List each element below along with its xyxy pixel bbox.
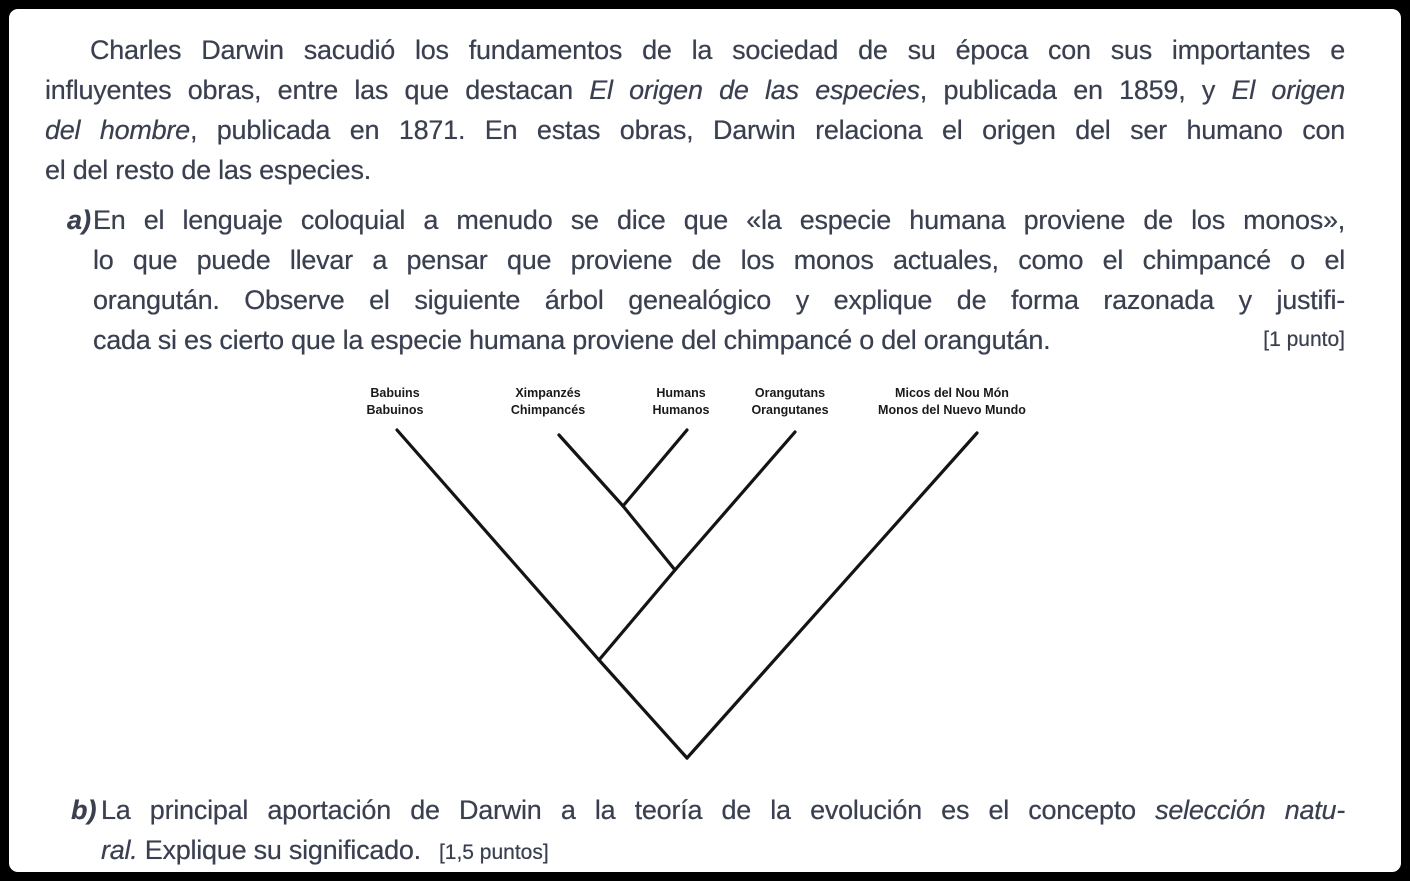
text-run: El origen bbox=[1231, 75, 1345, 105]
text-line bbox=[45, 150, 1345, 190]
text-run: , publicada en 1859, y bbox=[919, 75, 1232, 105]
item-b-text bbox=[101, 790, 1345, 870]
text-line bbox=[93, 280, 1345, 320]
tree-area-spacer bbox=[45, 360, 1345, 790]
text-run: lo que puede llevar a pensar que proviene de los monos actuales, como el chimpancé o el bbox=[93, 245, 1345, 275]
taxon-name: Chimpancés bbox=[510, 403, 586, 417]
text-run: Explique su significado. bbox=[137, 835, 421, 865]
text-run: En el lenguaje coloquial a menudo se dice que «la especie humana proviene de los monos», bbox=[93, 205, 1345, 235]
taxon-name: Orangutanes bbox=[751, 403, 829, 417]
text-run: cada si es cierto que la especie humana proviene del chimpancé o del orangután. bbox=[93, 325, 1051, 355]
question-item-b bbox=[45, 790, 1345, 870]
taxon-name: Babuinos bbox=[366, 403, 424, 417]
points-badge: [1 punto] bbox=[1263, 328, 1345, 351]
taxon-name: Humanos bbox=[652, 403, 710, 417]
taxon-name: Ximpanzés bbox=[515, 386, 581, 400]
text-run: orangután. Observe el siguiente árbol genealógico y explique de forma razonada y justifi- bbox=[93, 285, 1345, 315]
text-run: La principal aportación de Darwin a la teoría de la evolución es el concepto bbox=[101, 795, 1156, 825]
text-line bbox=[45, 30, 1345, 70]
text-line bbox=[101, 830, 1345, 870]
taxon-name: Babuins bbox=[370, 386, 420, 400]
text-line bbox=[45, 110, 1345, 150]
item-a-marker: a) bbox=[67, 205, 92, 235]
text-line bbox=[93, 320, 1345, 360]
item-a-text bbox=[93, 200, 1345, 360]
item-b-marker: b) bbox=[71, 795, 97, 825]
intro-paragraph bbox=[45, 30, 1345, 190]
text-run: Charles Darwin sacudió los fundamentos de la sociedad de su época con sus importantes e bbox=[90, 35, 1345, 65]
text-line bbox=[101, 790, 1345, 830]
taxon-name: Micos del Nou Món bbox=[895, 386, 1009, 400]
text-run: , publicada en 1871. En estas obras, Darwin relaciona el origen del ser humano con bbox=[189, 115, 1345, 145]
taxon-name: Orangutans bbox=[754, 386, 826, 400]
question-item-a bbox=[45, 200, 1345, 360]
points-badge: [1,5 puntos] bbox=[438, 841, 549, 864]
text-run: influyentes obras, entre las que destacan bbox=[45, 75, 590, 105]
taxon-name: Humans bbox=[656, 386, 706, 400]
text-run: ral. bbox=[101, 835, 138, 865]
text-run: selección natu- bbox=[1155, 795, 1346, 825]
text-line bbox=[45, 70, 1345, 110]
text-run: El origen de las especies bbox=[589, 75, 920, 105]
text-line bbox=[93, 240, 1345, 280]
document-content bbox=[45, 30, 1345, 870]
text-line bbox=[93, 200, 1345, 240]
document-page bbox=[6, 6, 1404, 875]
taxon-name: Monos del Nuevo Mundo bbox=[878, 403, 1026, 417]
text-run: el del resto de las especies. bbox=[45, 155, 371, 185]
text-run: del hombre bbox=[45, 115, 190, 145]
